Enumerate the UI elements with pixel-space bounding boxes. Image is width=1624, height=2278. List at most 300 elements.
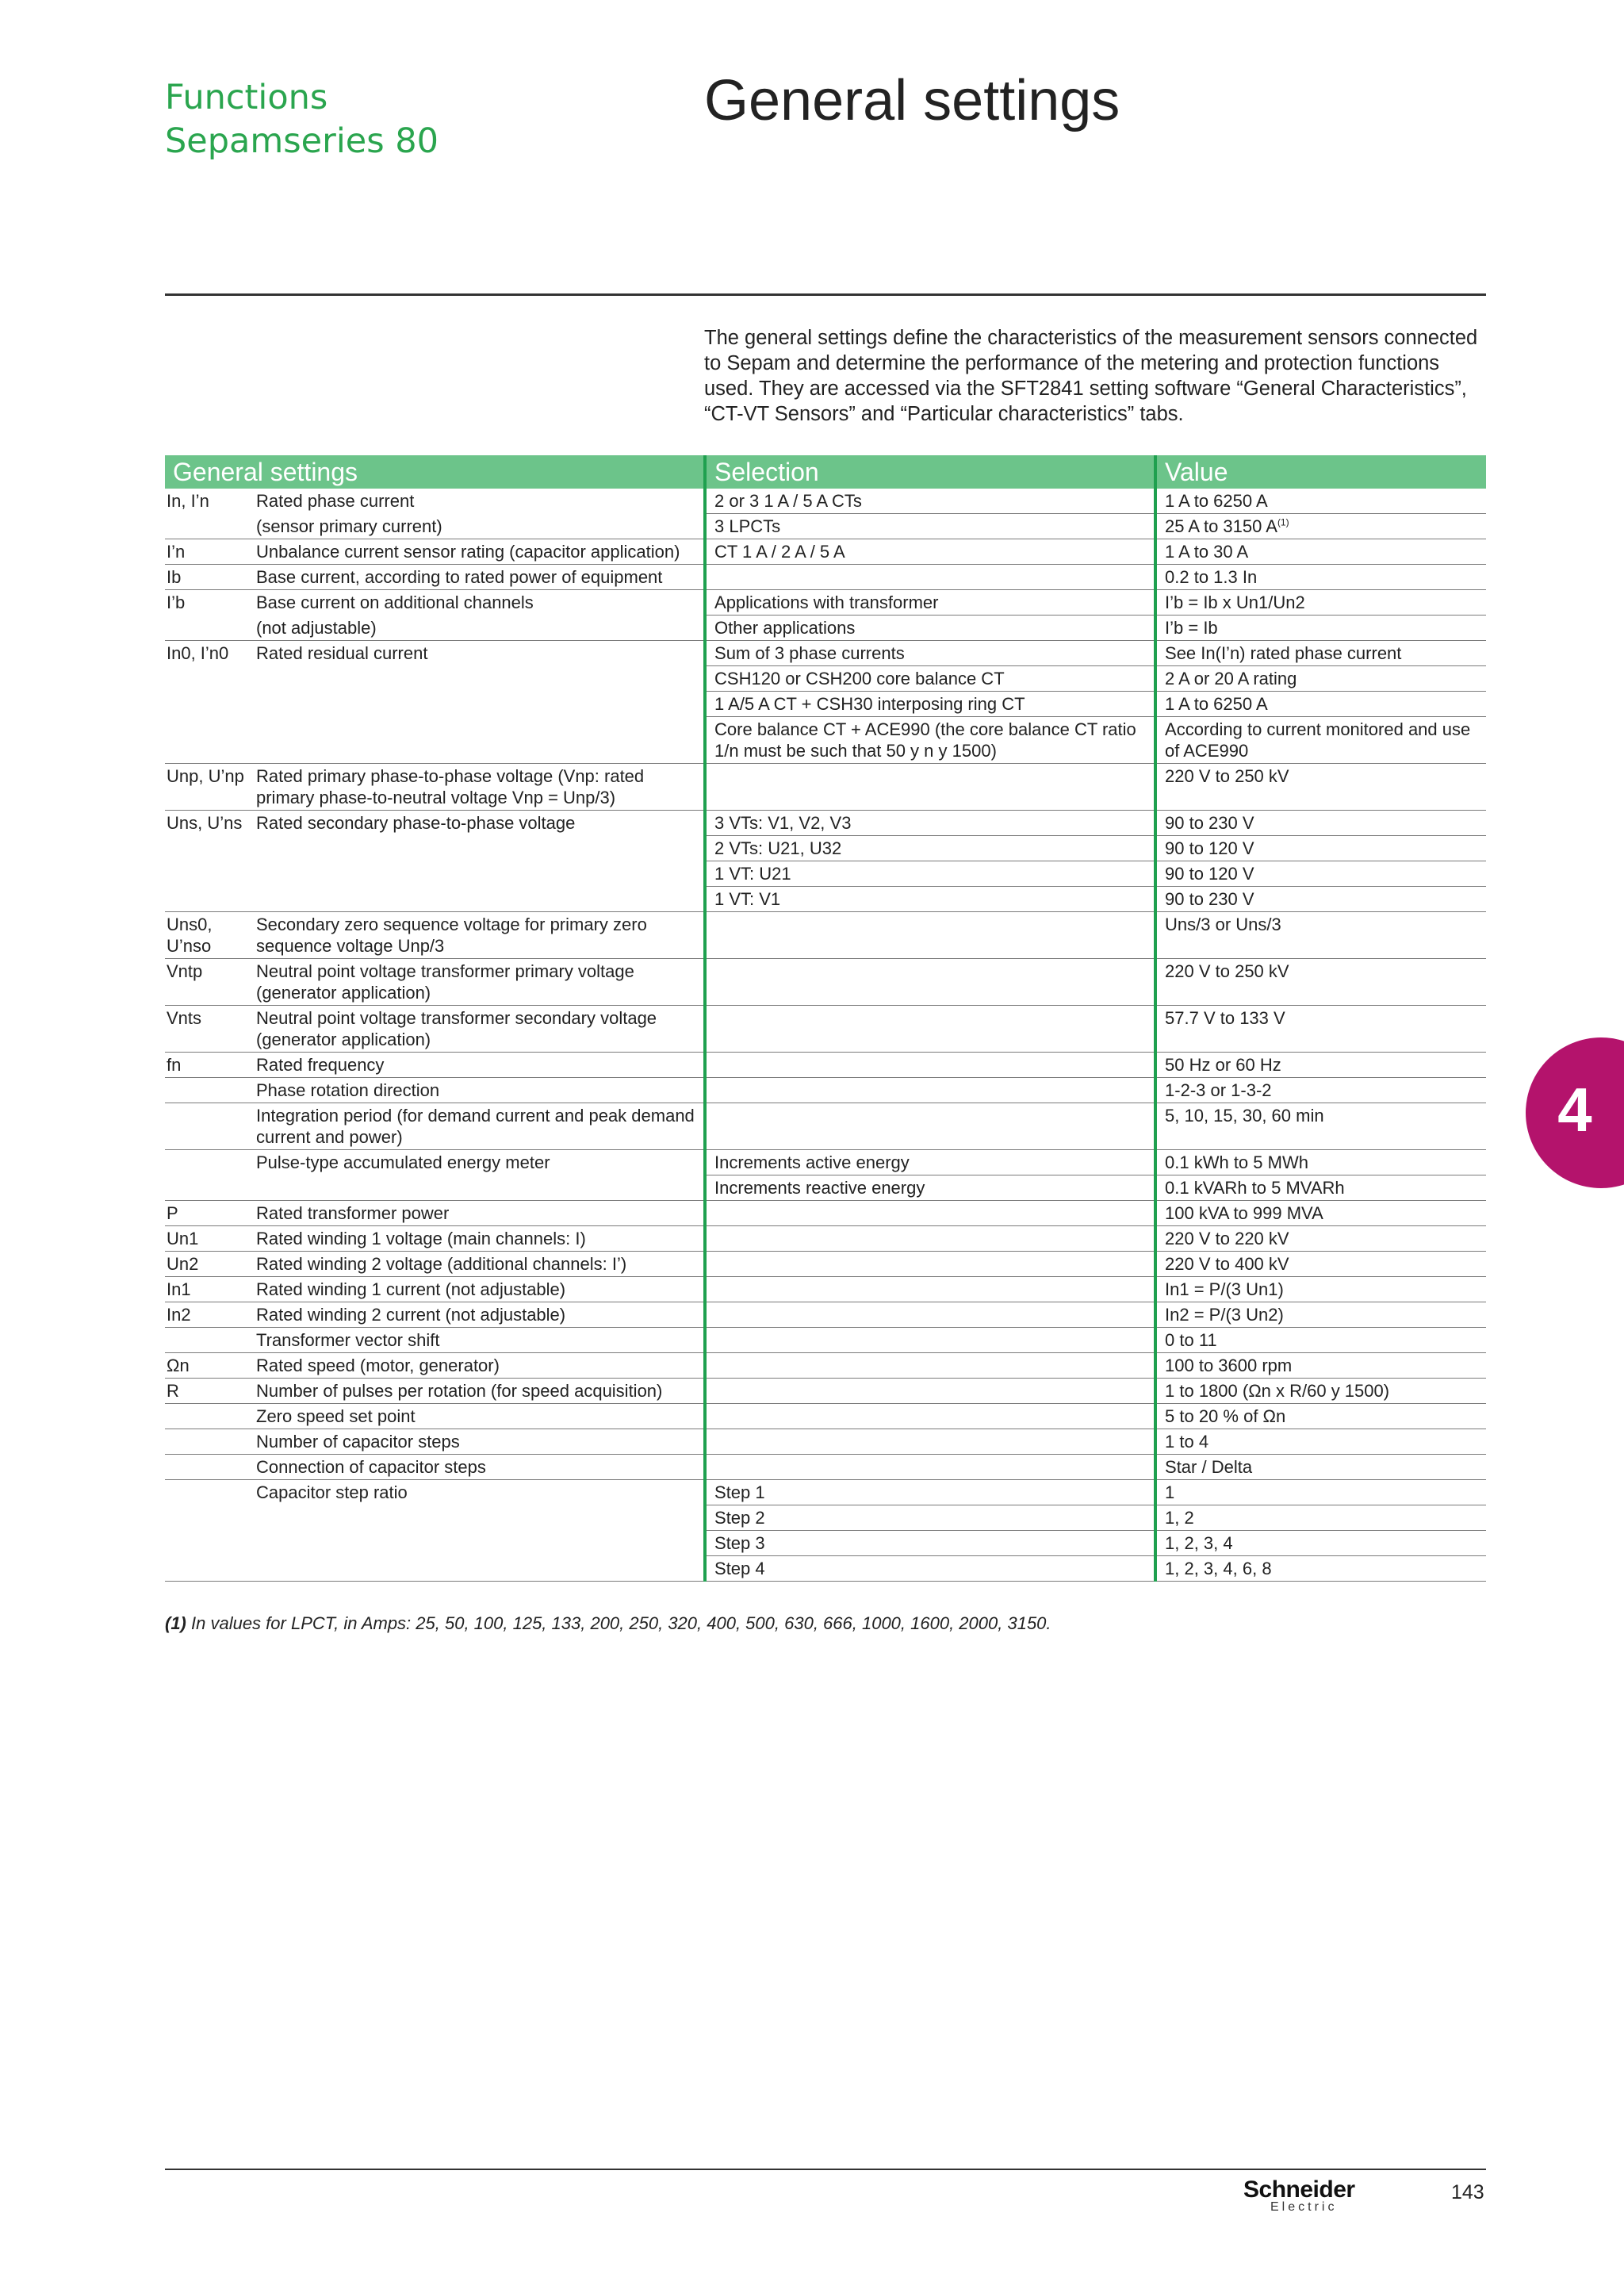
description-text: Transformer vector shift (256, 1330, 440, 1350)
header-general-settings: General settings (165, 455, 705, 489)
row-selection (705, 1175, 1155, 1201)
row-symbol (165, 666, 255, 692)
symbol-text: Un1 (167, 1229, 199, 1248)
description-text: Rated winding 1 voltage (main channels: I) (256, 1229, 586, 1248)
row-selection (705, 1556, 1155, 1582)
value-text: In2 = P/(3 Un2) (1165, 1305, 1284, 1325)
value-text: 1, 2, 3, 4 (1165, 1533, 1233, 1553)
selection-text: 2 or 3 1 A / 5 A CTs (714, 491, 862, 511)
row-selection (705, 1353, 1155, 1379)
description-text: Phase rotation direction (256, 1080, 440, 1100)
row-value (1155, 1556, 1486, 1582)
selection-text: CT 1 A / 2 A / 5 A (714, 542, 845, 562)
selection-text: Increments active energy (714, 1152, 910, 1172)
header-selection: Selection (705, 455, 1155, 489)
value-text: 100 to 3600 rpm (1165, 1356, 1293, 1375)
table-row (165, 1302, 1486, 1328)
row-value (1155, 836, 1486, 861)
value-text: 1 to 1800 (Ωn x R/60 y 1500) (1165, 1381, 1390, 1401)
row-symbol (165, 1078, 255, 1103)
row-value (1155, 514, 1486, 539)
row-description (255, 1455, 705, 1480)
description-text: Rated winding 2 current (not adjustable) (256, 1305, 566, 1325)
table-row (165, 1429, 1486, 1455)
description-text: Rated transformer power (256, 1203, 450, 1223)
value-text: 220 V to 250 kV (1165, 961, 1289, 981)
row-description (255, 514, 705, 539)
row-symbol (165, 1531, 255, 1556)
table-row (165, 616, 1486, 641)
value-text: 2 A or 20 A rating (1165, 669, 1297, 688)
table-row (165, 764, 1486, 811)
row-symbol (165, 489, 255, 514)
section-heading (165, 76, 439, 163)
row-description (255, 959, 705, 1006)
header-value: Value (1155, 455, 1486, 489)
description-text: Rated winding 1 current (not adjustable) (256, 1279, 566, 1299)
row-selection (705, 1201, 1155, 1226)
table-row (165, 1480, 1486, 1505)
row-description (255, 1480, 705, 1505)
row-description (255, 692, 705, 717)
row-selection (705, 1252, 1155, 1277)
row-symbol (165, 539, 255, 565)
page-title: General settings (704, 69, 1120, 132)
table-row (165, 1175, 1486, 1201)
value-text: 90 to 230 V (1165, 813, 1254, 833)
row-value (1155, 1252, 1486, 1277)
row-symbol (165, 1006, 255, 1053)
row-selection (705, 1480, 1155, 1505)
symbol-text: R (167, 1381, 179, 1401)
selection-text: 3 LPCTs (714, 516, 781, 536)
description-text: Neutral point voltage transformer secondary voltage (generator application) (256, 1008, 657, 1049)
table-row (165, 590, 1486, 616)
description-text: Pulse-type accumulated energy meter (256, 1152, 550, 1172)
value-text: 5 to 20 % of Ωn (1165, 1406, 1286, 1426)
table-row (165, 1455, 1486, 1480)
row-value (1155, 1455, 1486, 1480)
description-text: Base current, according to rated power of equipment (256, 567, 663, 587)
table-row (165, 641, 1486, 666)
selection-text: Core balance CT + ACE990 (the core balance CT ratio 1/n must be such that 50 y n y 1500) (714, 719, 1136, 761)
row-symbol (165, 1252, 255, 1277)
row-description (255, 1353, 705, 1379)
row-value (1155, 539, 1486, 565)
row-description (255, 539, 705, 565)
symbol-text: Vntp (167, 961, 203, 981)
row-selection (705, 565, 1155, 590)
description-text: Zero speed set point (256, 1406, 416, 1426)
section-line-1: Functions (165, 78, 328, 117)
symbol-text: Unp, U’np (167, 766, 244, 786)
row-symbol (165, 1277, 255, 1302)
row-selection (705, 1226, 1155, 1252)
row-description (255, 887, 705, 912)
row-value (1155, 1175, 1486, 1201)
row-value (1155, 489, 1486, 514)
value-text: I’b = Ib (1165, 618, 1218, 638)
table-row (165, 1103, 1486, 1150)
row-value (1155, 1353, 1486, 1379)
row-symbol (165, 514, 255, 539)
row-value (1155, 692, 1486, 717)
row-symbol (165, 1556, 255, 1582)
row-symbol (165, 959, 255, 1006)
description-text: Rated primary phase-to-phase voltage (Vnp: rated primary phase-to-neutral voltage Vnp = Unp/3) (256, 766, 645, 807)
value-text: 1 A to 6250 A (1165, 694, 1268, 714)
value-text: 57.7 V to 133 V (1165, 1008, 1285, 1028)
row-value (1155, 1053, 1486, 1078)
row-selection (705, 1302, 1155, 1328)
row-selection (705, 1505, 1155, 1531)
row-symbol (165, 861, 255, 887)
value-text: According to current monitored and use of ACE990 (1165, 719, 1471, 761)
row-symbol (165, 836, 255, 861)
row-description (255, 1404, 705, 1429)
symbol-text: In1 (167, 1279, 191, 1299)
row-selection (705, 1277, 1155, 1302)
symbol-text: In0, I’n0 (167, 643, 229, 663)
symbol-text: I’b (167, 593, 186, 612)
row-value (1155, 1302, 1486, 1328)
table-row (165, 811, 1486, 836)
value-text: 1 (1165, 1482, 1175, 1502)
row-value (1155, 959, 1486, 1006)
row-symbol (165, 1404, 255, 1429)
selection-text: Applications with transformer (714, 593, 939, 612)
row-selection (705, 1103, 1155, 1150)
row-value (1155, 1201, 1486, 1226)
description-text: Neutral point voltage transformer primary voltage (generator application) (256, 961, 634, 1003)
value-text: Star / Delta (1165, 1457, 1253, 1477)
value-text: 220 V to 250 kV (1165, 766, 1289, 786)
row-value (1155, 641, 1486, 666)
row-description (255, 811, 705, 836)
row-selection (705, 641, 1155, 666)
table-header-row (165, 455, 1486, 489)
value-text: In1 = P/(3 Un1) (1165, 1279, 1284, 1299)
value-text: 220 V to 400 kV (1165, 1254, 1289, 1274)
row-value (1155, 1531, 1486, 1556)
row-description (255, 1252, 705, 1277)
row-value (1155, 1277, 1486, 1302)
top-divider (165, 293, 1486, 296)
table-row (165, 1556, 1486, 1582)
bottom-divider (165, 2169, 1486, 2170)
row-value (1155, 1078, 1486, 1103)
symbol-text: In, I’n (167, 491, 209, 511)
table-row (165, 959, 1486, 1006)
row-value (1155, 1226, 1486, 1252)
description-text: Rated secondary phase-to-phase voltage (256, 813, 576, 833)
row-value (1155, 616, 1486, 641)
row-symbol (165, 616, 255, 641)
row-description (255, 1053, 705, 1078)
row-symbol (165, 1175, 255, 1201)
footnote-text: In values for LPCT, in Amps: 25, 50, 100, 125, 133, 200, 250, 320, 400, 500, 630, 666, 1000, 1600, 2000, 3150. (186, 1613, 1051, 1633)
table-row (165, 1053, 1486, 1078)
brand-line-2: Electric (1270, 2200, 1338, 2214)
row-symbol (165, 717, 255, 764)
value-text: 1, 2 (1165, 1508, 1194, 1528)
section-line-2: Sepamseries 80 (165, 121, 439, 161)
row-symbol (165, 811, 255, 836)
row-description (255, 764, 705, 811)
row-description (255, 1103, 705, 1150)
row-symbol (165, 1429, 255, 1455)
symbol-text: Ωn (167, 1356, 190, 1375)
value-text: 1 A to 30 A (1165, 542, 1249, 562)
row-description (255, 1379, 705, 1404)
symbol-text: Un2 (167, 1254, 199, 1274)
selection-text: 1 A/5 A CT + CSH30 interposing ring CT (714, 694, 1025, 714)
row-description (255, 489, 705, 514)
footnote (165, 1613, 1051, 1634)
description-text: Capacitor step ratio (256, 1482, 408, 1502)
table-row (165, 1328, 1486, 1353)
table-row (165, 1252, 1486, 1277)
row-symbol (165, 1053, 255, 1078)
description-text: Rated phase current (256, 491, 415, 511)
value-text: 220 V to 220 kV (1165, 1229, 1289, 1248)
description-text: Number of pulses per rotation (for speed acquisition) (256, 1381, 663, 1401)
value-text: 0.1 kWh to 5 MWh (1165, 1152, 1308, 1172)
row-symbol (165, 1226, 255, 1252)
row-description (255, 616, 705, 641)
row-symbol (165, 1505, 255, 1531)
row-selection (705, 539, 1155, 565)
row-description (255, 641, 705, 666)
description-text: Rated speed (motor, generator) (256, 1356, 500, 1375)
value-text: 90 to 120 V (1165, 838, 1254, 858)
value-text: 100 kVA to 999 MVA (1165, 1203, 1323, 1223)
row-symbol (165, 1379, 255, 1404)
table-row (165, 565, 1486, 590)
row-selection (705, 1429, 1155, 1455)
value-text: 90 to 230 V (1165, 889, 1254, 909)
table-row (165, 861, 1486, 887)
intro-paragraph: The general settings define the characteristics of the measurement sensors connected to Sepam and determine the performance of the metering and protection functions used. They are accessed via the SFT2841 setting software “General Characteristics”, “CT-VT Sensors” and “Particular characteristics” tabs. (704, 327, 1478, 425)
row-value (1155, 1480, 1486, 1505)
row-selection (705, 692, 1155, 717)
row-description (255, 1175, 705, 1201)
brand-logo (1243, 2176, 1362, 2224)
row-symbol (165, 887, 255, 912)
description-text: Rated residual current (256, 643, 428, 663)
row-selection (705, 811, 1155, 836)
description-text: Rated winding 2 voltage (additional channels: I’) (256, 1254, 627, 1274)
row-description (255, 1556, 705, 1582)
row-value (1155, 565, 1486, 590)
row-description (255, 861, 705, 887)
row-description (255, 666, 705, 692)
row-value (1155, 590, 1486, 616)
row-description (255, 1277, 705, 1302)
row-value (1155, 1328, 1486, 1353)
value-text: 90 to 120 V (1165, 864, 1254, 884)
symbol-text: Ib (167, 567, 182, 587)
selection-text: Step 4 (714, 1559, 765, 1578)
description-text: Connection of capacitor steps (256, 1457, 486, 1477)
row-selection (705, 1078, 1155, 1103)
table-row (165, 514, 1486, 539)
description-text: Rated frequency (256, 1055, 385, 1075)
description-text: Base current on additional channels (256, 593, 534, 612)
selection-text: 1 VT: U21 (714, 864, 791, 884)
row-value (1155, 1505, 1486, 1531)
row-value (1155, 764, 1486, 811)
chapter-tab[interactable] (1526, 1037, 1624, 1188)
row-value (1155, 717, 1486, 764)
row-description (255, 1150, 705, 1175)
description-text: Number of capacitor steps (256, 1432, 460, 1452)
row-description (255, 1226, 705, 1252)
row-symbol (165, 641, 255, 666)
selection-text: Increments reactive energy (714, 1178, 925, 1198)
description-text: Integration period (for demand current and peak demand current and power) (256, 1106, 695, 1147)
value-text: 1, 2, 3, 4, 6, 8 (1165, 1559, 1272, 1578)
row-selection (705, 1379, 1155, 1404)
row-value (1155, 1404, 1486, 1429)
row-symbol (165, 1150, 255, 1175)
table-row (165, 1226, 1486, 1252)
row-selection (705, 959, 1155, 1006)
value-text: 0.2 to 1.3 In (1165, 567, 1258, 587)
table-row (165, 692, 1486, 717)
value-text: 1 A to 6250 A (1165, 491, 1268, 511)
symbol-text: fn (167, 1055, 182, 1075)
footnote-ref: (1) (1277, 516, 1289, 528)
selection-text: Step 2 (714, 1508, 765, 1528)
table-row (165, 1201, 1486, 1226)
row-symbol (165, 1103, 255, 1150)
row-description (255, 1531, 705, 1556)
chapter-number: 4 (1557, 1075, 1592, 1145)
row-symbol (165, 1480, 255, 1505)
symbol-text: Uns, U’ns (167, 813, 243, 833)
description-text: (sensor primary current) (256, 516, 442, 536)
row-symbol (165, 1455, 255, 1480)
row-symbol (165, 1353, 255, 1379)
table-row (165, 887, 1486, 912)
row-symbol (165, 565, 255, 590)
row-selection (705, 489, 1155, 514)
table-row (165, 1078, 1486, 1103)
row-selection (705, 1053, 1155, 1078)
row-selection (705, 1006, 1155, 1053)
value-text: Uns/3 or Uns/3 (1165, 915, 1281, 934)
symbol-text: P (167, 1203, 178, 1223)
row-symbol (165, 692, 255, 717)
row-value (1155, 861, 1486, 887)
row-selection (705, 764, 1155, 811)
table-row (165, 489, 1486, 514)
table-row (165, 1379, 1486, 1404)
row-selection (705, 1404, 1155, 1429)
description-text: Unbalance current sensor rating (capacitor application) (256, 542, 680, 562)
row-selection (705, 887, 1155, 912)
row-symbol (165, 590, 255, 616)
row-description (255, 1078, 705, 1103)
row-selection (705, 1455, 1155, 1480)
row-value (1155, 1429, 1486, 1455)
symbol-text: Uns0, U’nso (167, 915, 213, 956)
table-row (165, 539, 1486, 565)
symbol-text: Vnts (167, 1008, 202, 1028)
table-row (165, 717, 1486, 764)
row-selection (705, 590, 1155, 616)
row-value (1155, 1006, 1486, 1053)
row-selection (705, 912, 1155, 959)
row-selection (705, 836, 1155, 861)
value-text: See In(I’n) rated phase current (1165, 643, 1402, 663)
page-number: 143 (1451, 2181, 1484, 2203)
selection-text: 3 VTs: V1, V2, V3 (714, 813, 852, 833)
row-value (1155, 1379, 1486, 1404)
row-value (1155, 1150, 1486, 1175)
selection-text: CSH120 or CSH200 core balance CT (714, 669, 1005, 688)
row-description (255, 1328, 705, 1353)
row-value (1155, 912, 1486, 959)
row-selection (705, 514, 1155, 539)
value-text: 50 Hz or 60 Hz (1165, 1055, 1281, 1075)
row-description (255, 1429, 705, 1455)
selection-text: 1 VT: V1 (714, 889, 781, 909)
table-row (165, 1505, 1486, 1531)
value-text: 1 to 4 (1165, 1432, 1209, 1452)
row-selection (705, 1531, 1155, 1556)
table-row (165, 912, 1486, 959)
row-description (255, 565, 705, 590)
table-body (165, 489, 1486, 1582)
settings-table (165, 455, 1486, 1582)
symbol-text: I’n (167, 542, 186, 562)
selection-text: Sum of 3 phase currents (714, 643, 905, 663)
row-selection (705, 1328, 1155, 1353)
row-symbol (165, 1328, 255, 1353)
row-selection (705, 717, 1155, 764)
value-text: 1-2-3 or 1-3-2 (1165, 1080, 1272, 1100)
brand-line-1: Schneider (1243, 2176, 1355, 2203)
row-description (255, 836, 705, 861)
description-text: Secondary zero sequence voltage for primary zero sequence voltage Unp/3 (256, 915, 647, 956)
row-description (255, 1006, 705, 1053)
selection-text: Step 3 (714, 1533, 765, 1553)
row-symbol (165, 1302, 255, 1328)
row-value (1155, 811, 1486, 836)
row-description (255, 717, 705, 764)
row-value (1155, 887, 1486, 912)
value-text: 0.1 kVARh to 5 MVARh (1165, 1178, 1345, 1198)
row-description (255, 912, 705, 959)
row-value (1155, 666, 1486, 692)
row-value (1155, 1103, 1486, 1150)
footnote-mark: (1) (165, 1613, 186, 1633)
table-row (165, 1150, 1486, 1175)
table-row (165, 1277, 1486, 1302)
table-row (165, 1531, 1486, 1556)
selection-text: Step 1 (714, 1482, 765, 1502)
description-text: (not adjustable) (256, 617, 377, 638)
table-row (165, 1006, 1486, 1053)
row-symbol (165, 764, 255, 811)
row-symbol (165, 1201, 255, 1226)
settings-table-wrap (165, 455, 1486, 1582)
table-row (165, 666, 1486, 692)
row-description (255, 1302, 705, 1328)
value-text: 25 A to 3150 A (1165, 516, 1277, 536)
